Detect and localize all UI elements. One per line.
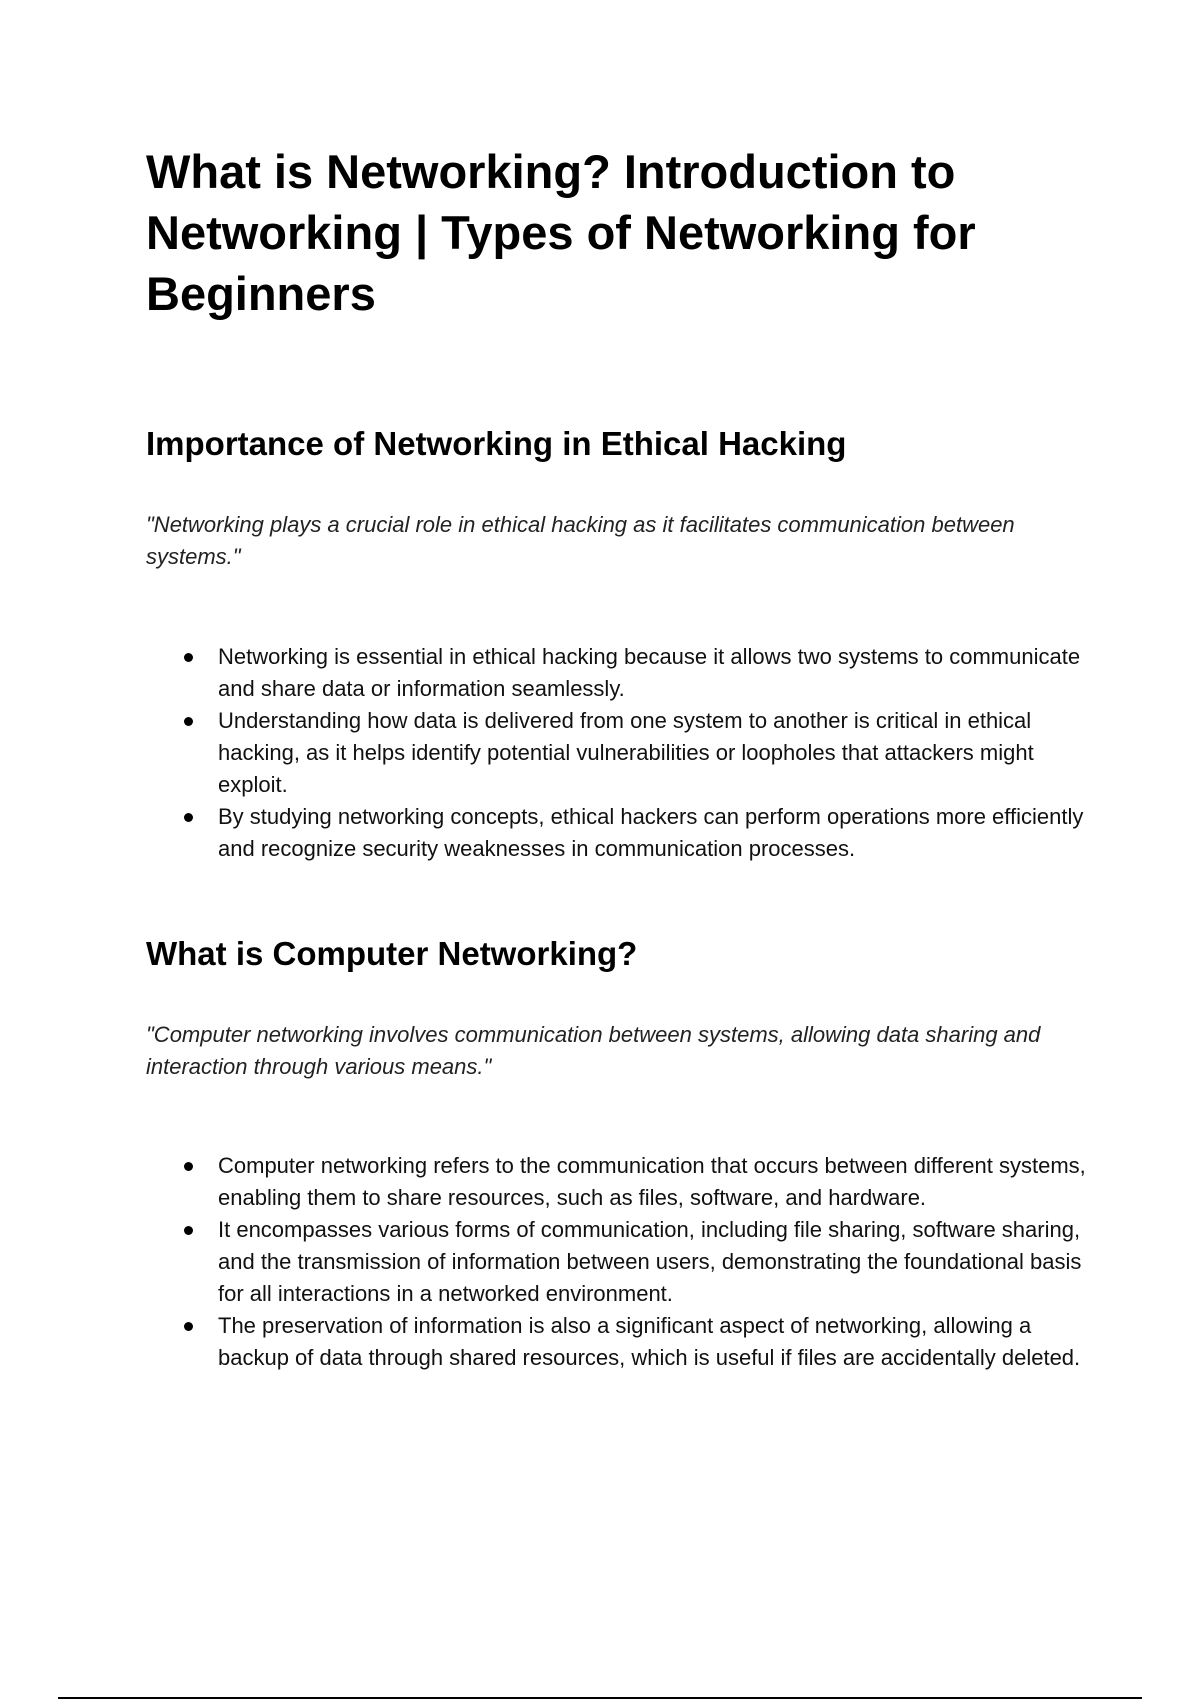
list-item: Understanding how data is delivered from one system to another is critical in ethical hacking, as it helps identify potential vulnerabilities or loopholes that attackers might exploit. bbox=[146, 705, 1086, 801]
section-quote-importance: "Networking plays a crucial role in ethical hacking as it facilitates communication between systems." bbox=[146, 512, 1015, 569]
list-item: Computer networking refers to the communication that occurs between different systems, enabling them to share resources, such as files, software, and hardware. bbox=[146, 1150, 1086, 1214]
bullet-list-computer-networking bbox=[146, 1150, 1086, 1374]
section-quote-computer-networking: "Computer networking involves communication between systems, allowing data sharing and interaction through various means." bbox=[146, 1022, 1041, 1079]
page-title: What is Networking? Introduction to Networking | Types of Networking for Beginners bbox=[146, 145, 976, 320]
section-heading-importance: Importance of Networking in Ethical Hacking bbox=[146, 425, 847, 462]
list-item: The preservation of information is also a significant aspect of networking, allowing a backup of data through shared resources, which is useful if files are accidentally deleted. bbox=[146, 1310, 1086, 1374]
footer-divider bbox=[58, 1697, 1142, 1699]
bullet-list-importance bbox=[146, 641, 1086, 865]
list-item: Networking is essential in ethical hacking because it allows two systems to communicate and share data or information seamlessly. bbox=[146, 641, 1086, 705]
section-heading-computer-networking: What is Computer Networking? bbox=[146, 935, 638, 972]
list-item: It encompasses various forms of communication, including file sharing, software sharing, and the transmission of information between users, demonstrating the foundational basis for all interactions in a networked environment. bbox=[146, 1214, 1086, 1310]
list-item: By studying networking concepts, ethical hackers can perform operations more efficiently and recognize security weaknesses in communication processes. bbox=[146, 801, 1086, 865]
